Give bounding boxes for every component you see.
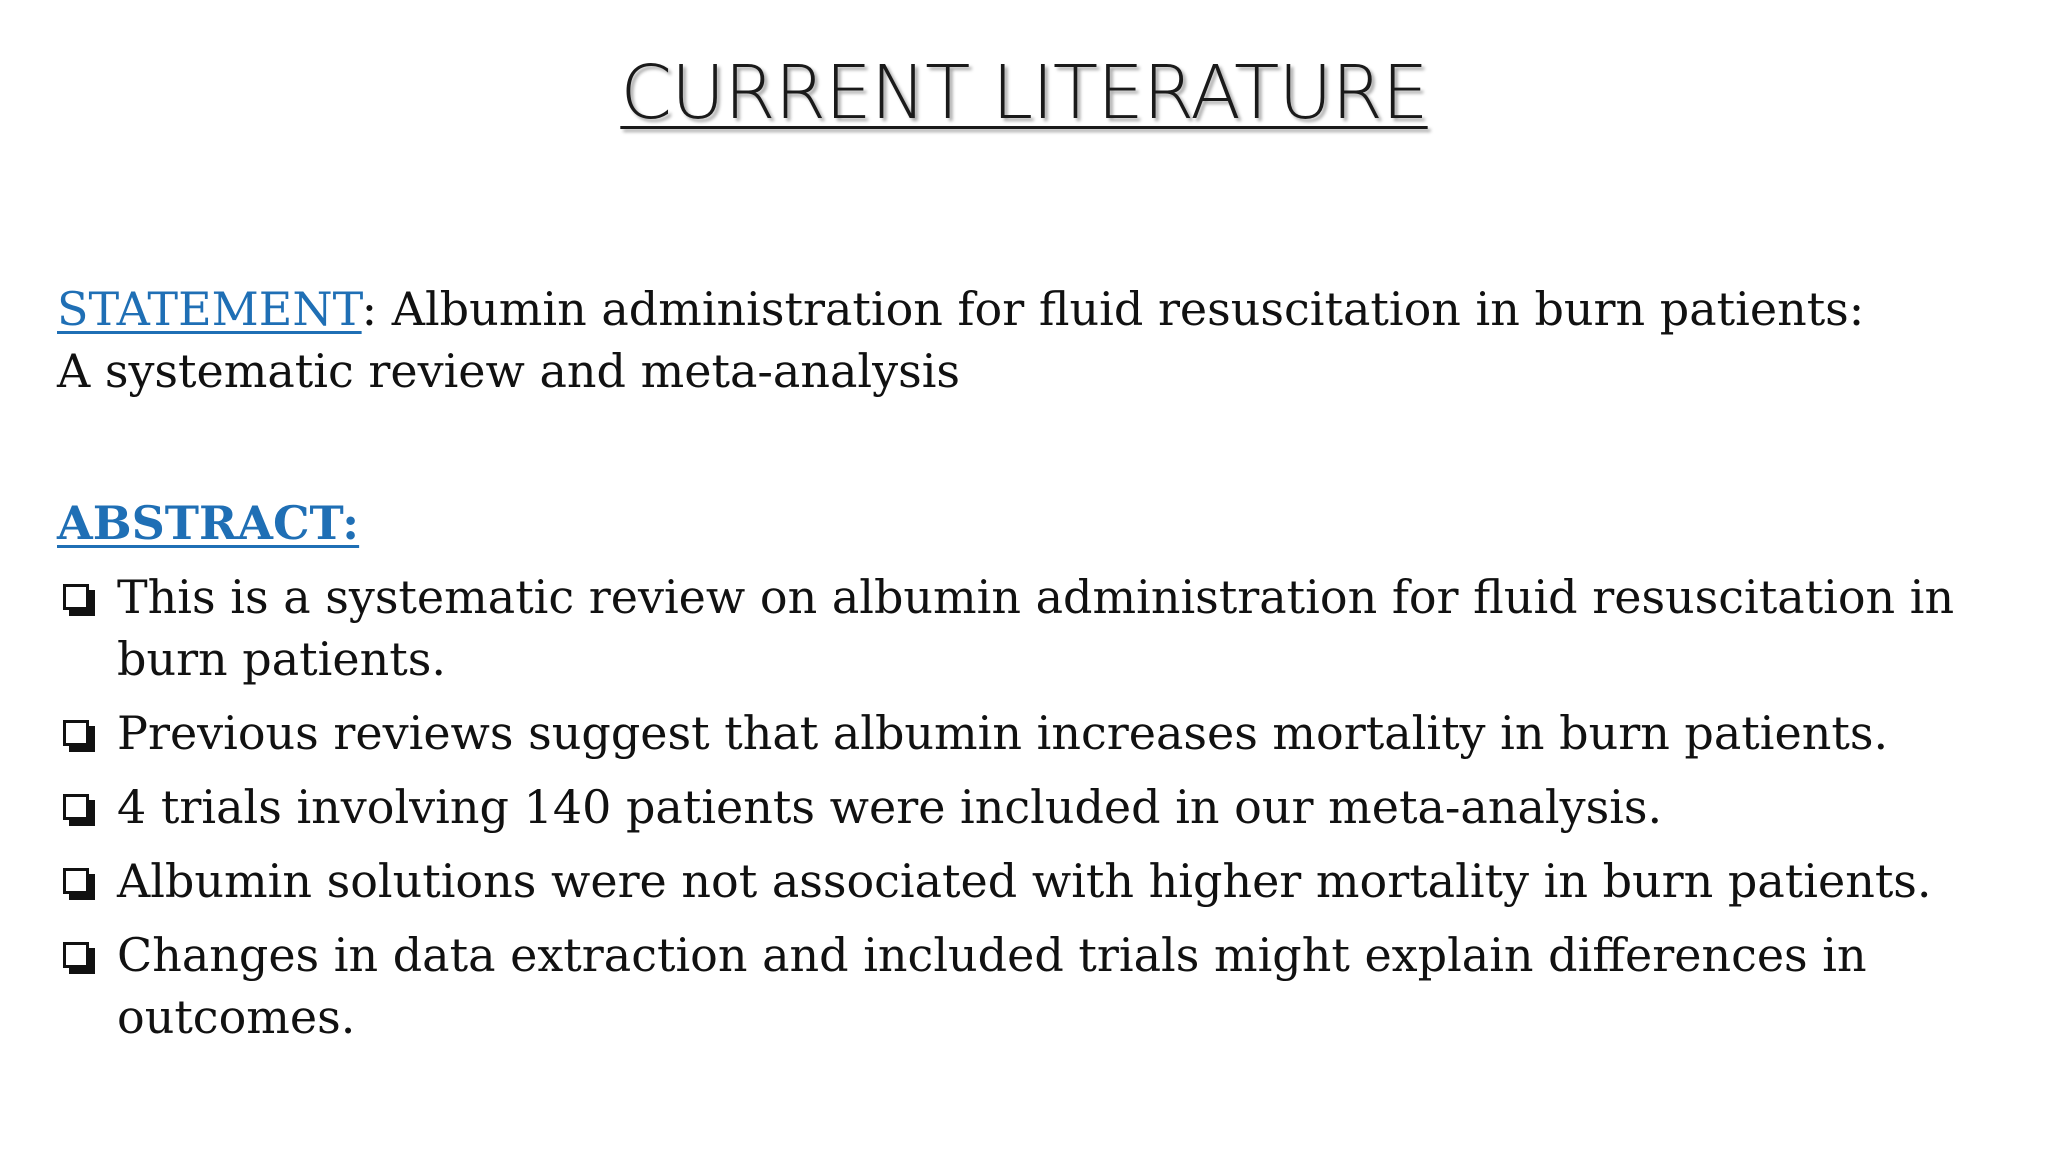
statement-text: Albumin administration for fluid resuscitation in burn patients: A systematic review and meta-analysis: [57, 282, 1865, 398]
list-item: [57, 702, 2017, 764]
list-item: [57, 776, 2017, 838]
list-item: [57, 566, 2017, 690]
checkbox-bullet-icon: [63, 868, 89, 894]
statement-label: STATEMENT: [57, 282, 362, 336]
statement-paragraph: [57, 278, 1897, 402]
checkbox-bullet-icon: [63, 720, 89, 746]
bullet-text: This is a systematic review on albumin administration for fluid resuscitation in burn patients.: [117, 570, 1955, 686]
bullet-text: 4 trials involving 140 patients were included in our meta-analysis.: [117, 780, 1663, 834]
checkbox-bullet-icon: [63, 794, 89, 820]
bullet-text: Changes in data extraction and included trials might explain differences in outcomes.: [117, 928, 1867, 1044]
abstract-heading: ABSTRACT:: [57, 496, 360, 550]
checkbox-bullet-icon: [63, 584, 89, 610]
bullet-text: Previous reviews suggest that albumin increases mortality in burn patients.: [117, 706, 1889, 760]
list-item: [57, 924, 2017, 1048]
bullet-text: Albumin solutions were not associated with higher mortality in burn patients.: [117, 854, 1932, 908]
list-item: [57, 850, 2017, 912]
abstract-bullet-list: [57, 566, 2017, 1048]
statement-separator: :: [361, 282, 392, 336]
slide-title: CURRENT LITERATURE: [620, 50, 1428, 136]
slide-content: [57, 278, 2017, 1060]
checkbox-bullet-icon: [63, 942, 89, 968]
